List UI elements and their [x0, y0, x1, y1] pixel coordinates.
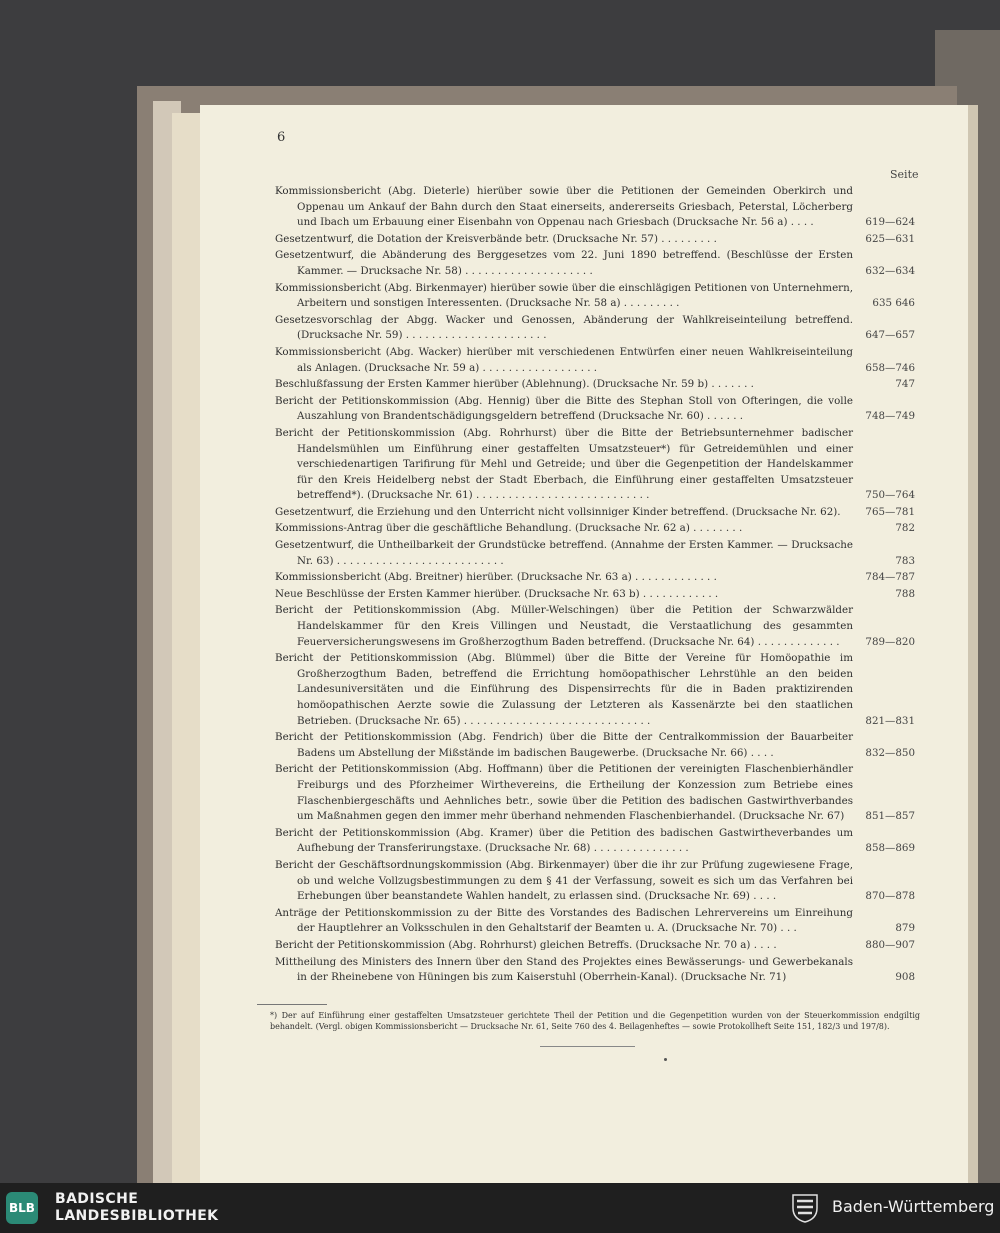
state-name[interactable]: Baden-Württemberg [832, 1197, 995, 1216]
toc-entry-pages: 784—787 [865, 571, 915, 584]
toc-entry-pages: 880—907 [865, 938, 915, 951]
toc-entry [275, 184, 915, 231]
toc-entry-pages: 748—749 [865, 410, 915, 423]
bottom-mark [664, 1058, 667, 1061]
footer-bar [0, 1183, 1000, 1233]
page-column-header: Seite [890, 168, 919, 181]
toc-entry [275, 762, 915, 824]
toc-entry-pages: 789—820 [865, 635, 915, 648]
toc-entry-pages: 747 [895, 378, 915, 391]
toc-entry-text: Gesetzentwurf, die Dotation der Kreisverbände betr. (Drucksache Nr. 57) . . . . . . . . . [275, 232, 717, 245]
toc-entry-pages: 765—781 [865, 505, 915, 518]
toc-entry-pages: 658—746 [865, 361, 915, 374]
toc-entry [275, 394, 915, 425]
toc-entry-text: Gesetzentwurf, die Untheilbarkeit der Grundstücke betreffend. (Annahme der Ersten Kammer. — Drucksache Nr. 63) . . . . . . . . . . . . . . . . . . . . . . . . . . [275, 539, 853, 567]
toc-entry-pages: 879 [895, 922, 915, 935]
toc-entry-pages: 619—624 [865, 216, 915, 229]
toc-entry-text: Neue Beschlüsse der Ersten Kammer hierüber. (Drucksache Nr. 63 b) . . . . . . . . . . . . [275, 587, 719, 600]
library-name[interactable] [55, 1191, 218, 1225]
toc-entry [275, 906, 915, 937]
toc-entry-text: Gesetzentwurf, die Erziehung und den Unterricht nicht vollsinniger Kinder betreffend. (Drucksache Nr. 62). [275, 505, 841, 518]
toc-entry-pages: 632—634 [865, 264, 915, 277]
toc-entry [275, 938, 915, 954]
toc-entry-text: Bericht der Petitionskommission (Abg. Rohrhurst) über die Bitte der Betriebsunternehmer badischer Handelsmühlen um Einführung einer gestaffelten Umsatzsteuer*) für Getreidemühlen und einer verschiedenartigen Tarifirung für Mehl und Getreide; und über die Gegenpetition der Handelskammer für den Kreis Heidelberg nebst der Stadt Eberbach, die Einführung einer gestaffelten Umsatzsteuer betreffend*). (Drucksache Nr. 61) . . . . . . . . . . . . . . . . . . . . . . . . . . . [275, 426, 853, 502]
page-number: 6 [277, 130, 286, 145]
toc-entry-text: Bericht der Petitionskommission (Abg. Hennig) über die Bitte des Stephan Stoll von Ofteringen, die volle Auszahlung von Brandentschädigungsgeldern betreffend (Drucksache Nr. 60) . . . . . . [275, 394, 853, 423]
toc-entry [275, 538, 915, 569]
toc-entry-text: Bericht der Petitionskommission (Abg. Blümmel) über die Bitte der Vereine für Homöopathie im Großherzogthum Baden, betreffend die Errichtung homöopathischer Lehrstühle an den beiden Landesuniversitäten und die Einführung des Dispensirrechts für die in Baden praktizirenden homöopathischen Aerzte sowie die Zulassung der Letzteren als Kassenärzte bei den staatlichen Betrieben. (Drucksache Nr. 65) . . . . . . . . . . . . . . . . . . . . . . . . . . . . . [275, 652, 853, 727]
toc-entry [275, 248, 915, 279]
toc-entry-text: Kommissionsbericht (Abg. Dieterle) hierüber sowie über die Petitionen der Gemeinden Oberkirch und Oppenau um Ankauf der Bahn durch den Staat einerseits, andererseits Griesbach, Peterstal, Löcherberg und Ibach um Erbauung einer Eisenbahn von Oppenau nach Griesbach (Drucksache Nr. 56 a) . . . . [275, 185, 853, 229]
library-name-line1: BADISCHE [55, 1191, 139, 1207]
toc-entry-pages: 858—869 [865, 842, 915, 855]
toc-entry-pages: 832—850 [865, 746, 915, 759]
toc-entry [275, 313, 915, 344]
toc-entry-text: Bericht der Petitionskommission (Abg. Fendrich) über die Bitte der Centralkommission der Bauarbeiter Badens um Abstellung der Mißstände im badischen Baugewerbe. (Drucksache Nr. 66) . . . . [275, 731, 853, 759]
toc-entry-text: Kommissionsbericht (Abg. Breitner) hierüber. (Drucksache Nr. 63 a) . . . . . . . . . . . . . [275, 571, 717, 584]
toc-entry [275, 587, 915, 603]
toc-entry [275, 521, 915, 537]
toc-entry-pages: 870—878 [865, 890, 915, 903]
toc-entry-text: Kommissionsbericht (Abg. Wacker) hierüber mit verschiedenen Entwürfen einer neuen Wahlkreiseinteilung als Anlagen. (Drucksache Nr. 59 a) . . . . . . . . . . . . . . . . . . [275, 345, 853, 374]
underlying-page [172, 113, 202, 1183]
toc-entry [275, 505, 915, 521]
toc-entry [275, 955, 915, 986]
toc-entry [275, 232, 915, 248]
toc-entry-pages: 908 [895, 971, 915, 984]
toc-entry-pages: 635 646 [872, 297, 915, 310]
toc-entry-pages: 750—764 [865, 489, 915, 502]
toc-entry-text: Kommissionsbericht (Abg. Birkenmayer) hierüber sowie über die einschlägigen Petitionen von Unternehmern, Arbeitern und sonstigen Interessenten. (Drucksache Nr. 58 a) . . . . . . . . . [275, 281, 853, 310]
toc-entry-pages: 821—831 [865, 714, 915, 727]
toc-entry [275, 651, 915, 729]
toc-entry-text: Anträge der Petitionskommission zu der Bitte des Vorstandes des Badischen Lehrervereins um Einreihung der Hauptlehrer an Volksschulen in den Gehaltstarif der Beamten u. A. (Drucksache Nr. 70) . . . [275, 906, 853, 935]
toc-entry [275, 603, 915, 650]
toc-entry-text: Bericht der Petitionskommission (Abg. Rohrhurst) gleichen Betreffs. (Drucksache Nr. 70 a) . . . . [275, 938, 777, 951]
footnote: *) Der auf Einführung einer gestaffelten Umsatzsteuer gerichtete Theil der Petition und die Gegenpetition wurden von der Steuerkommission endgiltig behandelt. (Vergl. obigen Kommissionsbericht — Drucksache Nr. 61, Seite 760 des 4. Beilagenheftes — sowie Protokollheft Seite 151, 182/3 und 197/8). [270, 1011, 920, 1031]
page-edge [968, 105, 978, 1183]
toc-entry-text: Bericht der Petitionskommission (Abg. Hoffmann) über die Petitionen der vereinigten Flaschenbierhändler Freiburgs und des Pforzheimer Wirthevereins, die Ertheilung der Konzession zum Betriebe eines Flaschenbiergeschäfts und Aehnliches betr., sowie über die Petition des badischen Gastwirthverbandes um Maßnahmen gegen den immer mehr überhand nehmenden Flaschenbierhandel. (Drucksache Nr. 67) [275, 763, 853, 823]
blb-logo[interactable]: BLB [6, 1192, 38, 1224]
toc-entry [275, 426, 915, 504]
toc-entry [275, 858, 915, 905]
toc-entry-text: Beschlußfassung der Ersten Kammer hierüber (Ablehnung). (Drucksache Nr. 59 b) . . . . . . . [275, 378, 754, 391]
toc-entry-pages: 782 [895, 522, 915, 535]
toc-entry-pages: 783 [895, 554, 915, 567]
toc-entry-pages: 851—857 [865, 810, 915, 823]
toc-entry [275, 730, 915, 761]
toc-entry-text: Gesetzesvorschlag der Abgg. Wacker und Genossen, Abänderung der Wahlkreiseinteilung betreffend. (Drucksache Nr. 59) . . . . . . . . . . . . . . . . . . . . . . [275, 313, 853, 342]
toc-entry-text: Mittheilung des Ministers des Innern über den Stand des Projektes eines Bewässerungs- und Gewerbekanals in der Rheinebene von Hüningen bis zum Kaiserstuhl (Oberrhein-Kanal). (Drucksache Nr. 71) [275, 955, 853, 984]
toc-entry [275, 281, 915, 312]
bottom-divider [540, 1046, 635, 1047]
library-name-line2: LANDESBIBLIOTHEK [55, 1208, 219, 1224]
toc-entry-text: Kommissions-Antrag über die geschäftliche Behandlung. (Drucksache Nr. 62 a) . . . . . . . . [275, 522, 743, 535]
toc-entry-text: Bericht der Petitionskommission (Abg. Müller-Welschingen) über die Petition der Schwarzwälder Handelskammer für den Kreis Villingen und Neustadt, die Verstaatlichung des gesammten Feuerversicherungswesens im Großherzogthum Baden betreffend. (Drucksache Nr. 64) . . . . . . . . . . . . . [275, 604, 853, 648]
toc-entry-pages: 625—631 [865, 232, 915, 245]
toc-entry [275, 570, 915, 586]
toc-entry-pages: 647—657 [865, 329, 915, 342]
toc-entry-pages: 788 [895, 587, 915, 600]
toc-entry [275, 377, 915, 393]
toc-entry [275, 345, 915, 376]
toc-entry [275, 826, 915, 857]
table-of-contents [275, 184, 915, 987]
toc-entry-text: Bericht der Petitionskommission (Abg. Kramer) über die Petition des badischen Gastwirtheverbandes um Aufhebung der Transferirungstaxe. (Drucksache Nr. 68) . . . . . . . . . . . . . . . [275, 826, 853, 855]
footnote-divider [257, 1004, 327, 1005]
state-coat-of-arms-icon [790, 1192, 820, 1224]
toc-entry-text: Gesetzentwurf, die Abänderung des Berggesetzes vom 22. Juni 1890 betreffend. (Beschlüsse der Ersten Kammer. — Drucksache Nr. 58) . . . . . . . . . . . . . . . . . . . . [275, 249, 853, 277]
toc-entry-text: Bericht der Geschäftsordnungskommission (Abg. Birkenmayer) über die ihr zur Prüfung zugewiesene Frage, ob und welche Vollzugsbestimmungen zu dem § 41 der Verfassung, soweit es sich um das Verfahren bei Erhebungen über beanstandete Wahlen handelt, zu erlassen sind. (Drucksache Nr. 69) . . . . [275, 858, 853, 903]
